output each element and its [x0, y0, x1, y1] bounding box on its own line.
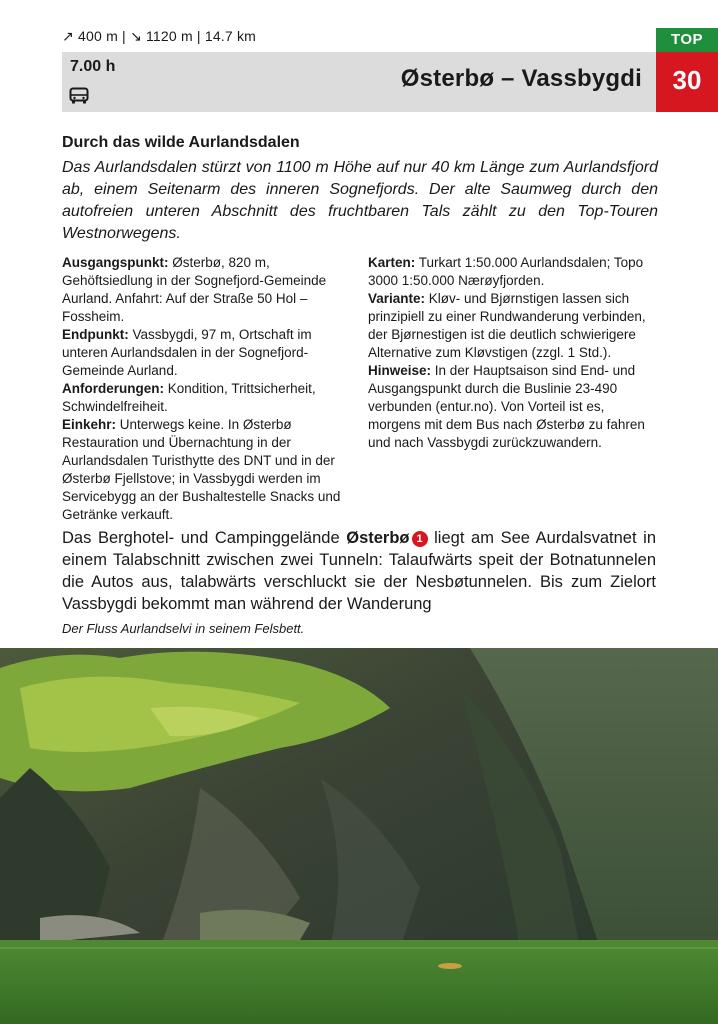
info-label: Endpunkt:	[62, 327, 129, 342]
info-label: Hinweise:	[368, 363, 432, 378]
stats-line: ↗ 400 m | ↘ 1120 m | 14.7 km	[62, 28, 257, 44]
info-hinweise	[368, 362, 660, 452]
top-badge: TOP	[656, 28, 718, 52]
info-value: Østerbø, 820 m, Gehöftsiedlung in der Sognefjord-Gemeinde Aurland. Anfahrt: Auf der Straße 50 Hol – Fossheim.	[62, 255, 327, 324]
info-column-right	[368, 254, 660, 452]
info-column-left	[62, 254, 358, 524]
info-label: Anforderungen:	[62, 381, 164, 396]
tour-number: 30	[656, 52, 718, 112]
tour-subtitle: Durch das wilde Aurlandsdalen	[62, 134, 300, 151]
info-label: Ausgangspunkt:	[62, 255, 169, 270]
info-endpunkt	[62, 326, 358, 380]
landscape-photo	[0, 648, 718, 1024]
info-value: Vassbygdi, 97 m, Ortschaft im unteren Aurlandsdalen in der Sognefjord-Gemeinde Aurland.	[62, 327, 312, 378]
info-value: Unterwegs keine. In Østerbø Restauration und Übernachtung in der Aurlandsdalen Turisthytte des DNT und in der Østerbø Fjellstove; in Vassbygdi werden im Servicebygg an der Bushaltestelle Snacks und Getränke verkauft.	[62, 417, 341, 522]
route-title: Østerbø – Vassbygdi	[400, 65, 642, 92]
info-value: Kløv- und Bjørnstigen lassen sich prinzipiell zu einer Rundwanderung verbinden, der Bjørnestigen ist die deutlich schwierigere Alternative zum Kløvstigen (zzgl. 1 Std.).	[368, 291, 646, 360]
waypoint-marker: 1	[412, 531, 428, 547]
photo-caption: Der Fluss Aurlandselvi in seinem Felsbett.	[62, 621, 305, 636]
bus-icon	[69, 87, 89, 105]
info-label: Einkehr:	[62, 417, 117, 432]
info-value: Turkart 1:50.000 Aurlandsdalen; Topo 3000 1:50.000 Nærøyfjorden.	[368, 255, 644, 288]
info-value: Kondition, Trittsicherheit, Schwindelfreiheit.	[62, 381, 316, 414]
duration: 7.00 h	[70, 58, 116, 75]
header-bar	[62, 52, 656, 112]
info-ausgangspunkt	[62, 254, 358, 326]
body-text-start: Das Berghotel- und Campinggelände	[62, 529, 347, 547]
info-anforderungen	[62, 380, 358, 416]
info-variante	[368, 290, 660, 362]
body-paragraph	[62, 527, 656, 615]
info-einkehr	[62, 416, 358, 524]
info-value: In der Hauptsaison sind End- und Ausgangspunkt durch die Buslinie 23-490 verbunden (entur.no). Von Vorteil ist es, morgens mit dem Bus nach Østerbø zu fahren und nach Vassbygdi zurückzuwandern.	[368, 363, 645, 450]
info-karten	[368, 254, 660, 290]
info-label: Karten:	[368, 255, 416, 270]
intro-text: Das Aurlandsdalen stürzt von 1100 m Höhe auf nur 40 km Länge zum Aurlandsfjord ab, einem Seitenarm des inneren Sognefjords. Der alte Saumweg durch den autofreien unteren Abschnitt des fruchtbaren Tals zählt zu den Top-Touren Westnorwegens.	[62, 159, 658, 242]
place-name: Østerbø	[346, 529, 410, 547]
body-text-rest: liegt am See Aurdalsvatnet in einem Talabschnitt zwischen zwei Tunneln: Talaufwärts speit der Botnatunnelen die Autos aus, talabwärts verschluckt sie der Nesbøtunnelen. Bis zum Zielort Vassbygdi bekommt man während der Wanderung	[62, 529, 657, 613]
info-label: Variante:	[368, 291, 426, 306]
